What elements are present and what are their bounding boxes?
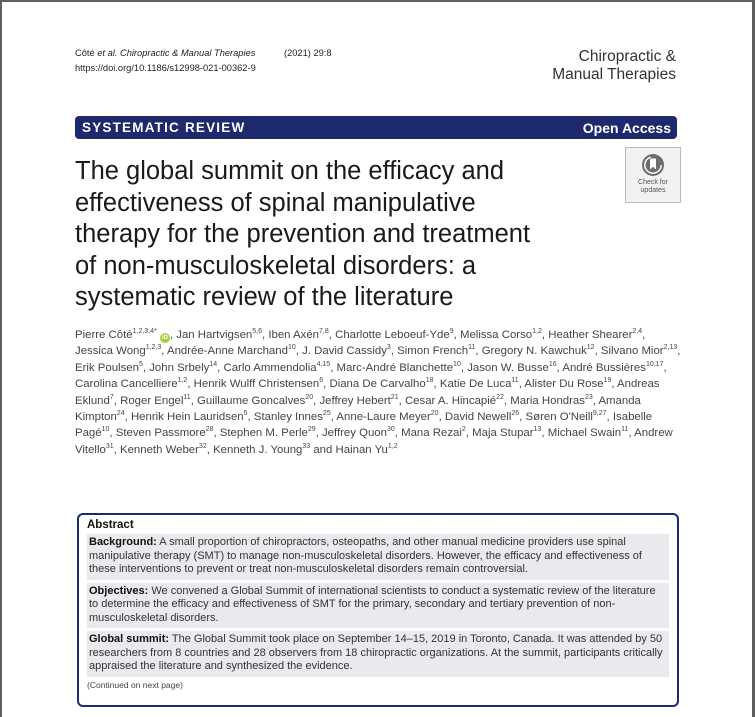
author-name[interactable]: Henrik Hein Lauridsen <box>130 411 244 424</box>
author-name[interactable]: Melissa Corso <box>459 329 533 341</box>
author-name[interactable]: Andrée-Anne Marchand <box>166 345 288 358</box>
author-name[interactable]: Heather Shearer <box>548 329 633 341</box>
author-name[interactable]: Maja Stupar <box>472 427 534 440</box>
author-name[interactable]: Kenneth J. Young <box>213 443 303 456</box>
author-affiliation: 20 <box>430 410 439 418</box>
author-affiliation: 4,15 <box>316 361 331 369</box>
title-line: systematic review of the literature <box>75 283 454 311</box>
article-page <box>2 2 752 717</box>
author-conjunction: and <box>313 443 333 456</box>
title-line: effectiveness of spinal manipulative <box>75 188 476 217</box>
author-affiliation: 1,2,3,4* <box>132 328 157 336</box>
abstract-section-text: The Global Summit took place on September 14–15, 2019 in Toronto, Canada. It was attended by 50 researchers from 8 countries and 28 observers from 18 chiropractic organizations. At the summit, participants critically appraised the literature and synthesized the evidence. <box>89 633 663 672</box>
author-affiliation: 2 <box>461 426 466 434</box>
journal-name-line1: Chiropractic & <box>578 48 676 65</box>
author-name[interactable]: Jeffrey Quon <box>321 427 387 440</box>
author-name[interactable]: Andrew Vitello <box>75 427 673 456</box>
title-line: of non-musculoskeletal disorders: a <box>75 251 477 280</box>
check-for-updates-label <box>638 179 668 194</box>
author-affiliation: 3 <box>386 344 391 352</box>
author-name[interactable]: Marc-André Blanchette <box>336 361 454 374</box>
author-affiliation: 2,4 <box>632 328 643 336</box>
author-affiliation: 18 <box>425 377 434 385</box>
author-affiliation: 26 <box>511 410 520 418</box>
citation-year: (2021) 29:8 <box>284 48 332 58</box>
author-affiliation: 21 <box>390 393 399 401</box>
title-line: The global summit on the efficacy and <box>75 157 505 185</box>
author-affiliation: 11 <box>511 377 519 385</box>
author-affiliation: 24 <box>116 410 125 418</box>
abstract-section-text: We convened a Global Summit of international scientists to conduct a systematic review of the literature to determine the efficacy and effectiveness of SMT for the primary, secondary and tertiary prevention of non-musculoskeletal disorders. <box>89 584 656 624</box>
author-affiliation: 9,27 <box>592 410 607 418</box>
author-affiliation: 12 <box>586 344 595 352</box>
author-name[interactable]: Alister Du Rose <box>524 378 604 391</box>
orcid-icon[interactable]: iD <box>161 335 168 341</box>
author-affiliation: 28 <box>205 426 214 434</box>
author-name[interactable]: Simon French <box>397 345 469 358</box>
citation-authors: Côté <box>75 48 98 58</box>
article-type: SYSTEMATIC REVIEW <box>82 120 246 135</box>
author-affiliation: 29 <box>307 426 316 434</box>
abstract-section-label: Global summit: <box>89 633 170 645</box>
article-title <box>75 156 605 314</box>
abstract-heading: Abstract <box>87 519 134 531</box>
author-affiliation: 16 <box>548 361 557 369</box>
author-name[interactable]: Stephen M. Perle <box>219 427 308 440</box>
author-affiliation: 25 <box>322 410 331 418</box>
author-name[interactable]: Jan Hartvigsen <box>176 329 253 341</box>
author-name[interactable]: Pierre Côté <box>75 329 133 341</box>
check-for-updates-line2: updates <box>640 186 666 194</box>
author-affiliation: 32 <box>198 443 207 451</box>
author-affiliation: 11 <box>468 344 476 352</box>
author-name[interactable]: Diana De Carvalho <box>329 378 426 391</box>
author-name[interactable]: Mana Rezai <box>401 427 462 440</box>
author-name[interactable]: Iben Axén <box>268 329 320 341</box>
citation-block <box>75 46 332 76</box>
author-affiliation: 1,2 <box>387 443 398 451</box>
author-name[interactable]: Katie De Luca <box>439 378 512 391</box>
journal-name-line2: Manual Therapies <box>552 66 676 83</box>
author-affiliation: 1,2 <box>177 377 188 385</box>
author-affiliation: 1,2,3 <box>145 344 162 352</box>
author-affiliation: 30 <box>386 426 395 434</box>
author-affiliation: 10 <box>101 426 110 434</box>
author-name[interactable]: Jessica Wong <box>75 345 146 358</box>
citation-journal: Chiropractic & Manual Therapies <box>117 48 256 58</box>
author-name[interactable]: Isabelle Pagé <box>75 411 653 440</box>
author-name[interactable]: Guillaume Goncalves <box>197 394 306 407</box>
author-name[interactable]: Stanley Innes <box>253 411 323 424</box>
author-name[interactable]: Carolina Cancelliere <box>75 378 178 391</box>
author-affiliation: 5 <box>138 361 143 369</box>
author-name[interactable]: Søren O'Neill <box>525 411 593 424</box>
author-name[interactable]: Roger Engel <box>120 394 184 407</box>
abstract-section-label: Background: <box>89 536 157 548</box>
author-affiliation: 6 <box>319 377 324 385</box>
author-affiliation: 22 <box>496 393 504 401</box>
author-name[interactable]: Kenneth Weber <box>119 443 199 456</box>
author-affiliation: 7 <box>109 393 114 401</box>
author-name[interactable]: Jeffrey Hebert <box>319 394 391 407</box>
abstract-box <box>77 513 679 707</box>
author-affiliation: 5 <box>243 410 248 418</box>
author-list: Pierre Côté$^{1,2,3,4*}$ iD , Jan Hartvigsen$^{5,6}$, Iben Axén$^{7,8}$, Charlotte Leboeuf-Yde$^9$, Melissa Corso$^{1,2}$, Heather Shearer$^{2,4}$, Jessica Wong$^{1,2,3}$, Andrée-Anne Marchand$^{10}$, J. David Cassidy$^3$, Simon French$^{11}$, Gregory N. Kawchuk$^{12}$, Silvano Mior$^{2,13}$, Erik Poulsen$^5$, John Srbely$^{14}$, Carlo Ammendolia$^{4,15}$, Marc-André Blanchette$^{10}$, Jason W. Busse$^{16}$, André Bussières$^{10,17}$, Carolina Cancelliere$^{1,2}$, Henrik Wulff Christensen$^6$, Diana De Carvalho$^{18}$, Katie De Luca$^{11}$, Alister Du Rose$^{19}$, Andreas Eklund$^7$, Roger Engel$^{11}$, Guillaume Goncalves$^{20}$, Jeffrey Hebert$^{21}$, Cesar A. Hincapié$^{22}$, Maria Hondras$^{23}$, Amanda Kimpton$^{24}$, Henrik Hein Lauridsen$^5$, Stanley Innes$^{25}$, Anne-Laure Meyer$^{20}$, David Newell$^{26}$, Søren O'Neill$^{9,27}$, Isabelle Pagé$^{10}$, Steven Passmore$^{28}$, Stephen M. Perle$^{29}$, Jeffrey Quon$^{30}$, Mana Rezai$^2$, Maja Stupar$^{13}$, Michael Swain$^{11}$, Andrew Vitello$^{31}$, Kenneth Weber$^{32}$, Kenneth J. Young$^{33}$ and Hainan Yu$^{1,2}$ <box>75 328 681 456</box>
continued-note: (Continued on next page) <box>87 679 183 690</box>
journal-name <box>552 48 676 84</box>
author-affiliation: 2,13 <box>663 344 678 352</box>
abstract-section-label: Objectives: <box>89 584 149 597</box>
author-name[interactable]: Maria Hondras <box>510 394 585 407</box>
author-name[interactable]: Steven Passmore <box>115 427 206 440</box>
abstract-section-objectives <box>87 583 669 629</box>
doi-link[interactable]: https://doi.org/10.1186/s12998-021-00362-9 <box>75 63 256 73</box>
title-line: therapy for the prevention and treatment <box>75 220 531 248</box>
author-name[interactable]: J. David Cassidy <box>302 345 387 358</box>
check-for-updates-line1: Check for <box>638 179 668 186</box>
author-name[interactable]: Erik Poulsen <box>75 361 139 374</box>
author-affiliation: 11 <box>621 426 629 434</box>
abstract-section-text: A small proportion of chiropractors, osteopaths, and other manual medicine providers use spinal manipulative therapy (SMT) to manage non-musculoskeletal disorders. However, the efficacy and effectiveness of these interventions to prevent or treat non-musculoskeletal disorders remain controversial. <box>89 536 642 575</box>
author-name[interactable]: Jason W. Busse <box>467 361 549 374</box>
author-affiliation: 10 <box>453 361 461 369</box>
author-affiliation: 33 <box>302 443 311 451</box>
author-affiliation: 10 <box>287 344 296 352</box>
author-name[interactable]: Michael Swain <box>547 427 622 440</box>
author-affiliation: 11 <box>183 393 191 401</box>
author-affiliation: 19 <box>603 377 612 385</box>
author-name[interactable]: Hainan Yu <box>335 443 388 456</box>
author-name[interactable]: Cesar A. Hincapié <box>404 394 497 407</box>
author-name[interactable]: Silvano Mior <box>600 345 664 358</box>
citation-etal: et al. <box>97 48 118 58</box>
author-name[interactable]: John Srbely <box>149 361 210 374</box>
author-affiliation: 23 <box>584 393 593 401</box>
article-type-banner <box>75 116 677 139</box>
author-name[interactable]: Gregory N. Kawchuk <box>481 345 587 358</box>
author-name[interactable]: Carlo Ammendolia <box>223 361 317 374</box>
author-affiliation: 5,6 <box>252 328 262 336</box>
abstract-section-background <box>87 534 669 580</box>
author-name[interactable]: Amanda Kimpton <box>75 394 641 424</box>
author-affiliation: 14 <box>209 361 218 369</box>
author-affiliation: 9 <box>449 328 454 336</box>
author-affiliation: 31 <box>105 443 114 451</box>
author-name[interactable]: Anne-Laure Meyer <box>336 411 431 424</box>
check-for-updates-button[interactable] <box>625 147 681 203</box>
author-affiliation: 1,2 <box>532 328 542 336</box>
author-name[interactable]: Charlotte Leboeuf-Yde <box>335 329 450 341</box>
citation-line <box>75 46 332 61</box>
author-affiliation: 13 <box>533 426 542 434</box>
author-name[interactable]: Henrik Wulff Christensen <box>193 378 320 391</box>
author-affiliation: 20 <box>305 393 314 401</box>
author-name[interactable]: André Bussières <box>562 361 646 374</box>
author-affiliation: 10,17 <box>645 361 664 369</box>
author-name[interactable]: David Newell <box>444 411 512 424</box>
author-name[interactable]: Andreas Eklund <box>75 378 660 407</box>
author-affiliation: 7,8 <box>319 328 329 336</box>
abstract-section-global-summit <box>87 631 669 677</box>
open-access-label: Open Access <box>582 119 671 136</box>
check-for-updates-icon <box>641 153 665 177</box>
